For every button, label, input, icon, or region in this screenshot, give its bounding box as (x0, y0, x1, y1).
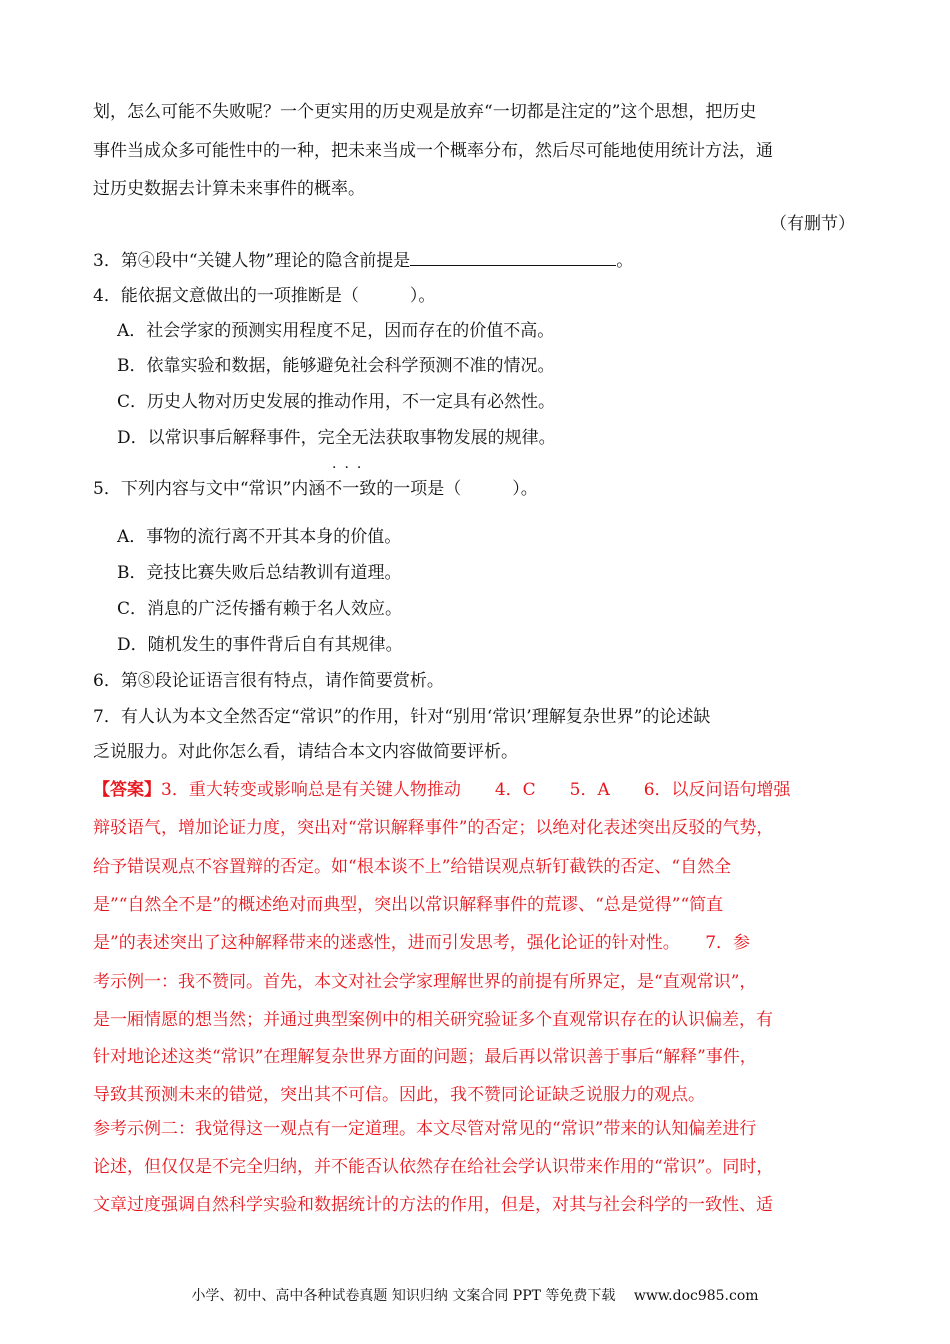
question-4-stem: 4．能依据文意做出的一项推断是（ ）。 (93, 286, 436, 306)
answer-label: 【答案】 (93, 780, 161, 800)
question-3 (93, 249, 863, 272)
question-3-end: 。 (616, 251, 634, 271)
answer-blank (410, 249, 616, 266)
passage-line-2: 事件当成众多可能性中的一种，把未来当成一个概率分布，然后尽可能地使用统计方法，通 (93, 141, 773, 161)
question-3-text: 3．第④段中“关键人物”理论的隐含前提是 (93, 251, 411, 271)
answer-line-8: 针对地论述这类“常识”在理解复杂世界方面的问题；最后再以常识善于事后“解释”事件， (93, 1047, 757, 1067)
passage-line-1: 划，怎么可能不失败呢？一个更实用的历史观是放弃“一切都是注定的”这个思想，把历史 (93, 102, 757, 122)
question-4-option-a: A．社会学家的预测实用程度不足，因而存在的价值不高。 (117, 321, 555, 341)
question-5-option-c: C．消息的广泛传播有赖于名人效应。 (117, 599, 403, 619)
answer-line-3: 给予错误观点不容置辩的否定。如“根本谈不上”给错误观点斩钉截铁的否定、“自然全 (93, 857, 732, 877)
question-4-option-b: B．依靠实验和数据，能够避免社会科学预测不准的情况。 (117, 356, 555, 376)
page-footer[interactable]: 小学、初中、高中各种试卷真题 知识归纳 文案合同 PPT 等免费下载 www.doc985.com (191, 1288, 759, 1304)
answer-line-2: 辩驳语气，增加论证力度，突出对“常识解释事件”的否定；以绝对化表述突出反驳的气势， (93, 818, 774, 838)
passage-line-3: 过历史数据去计算未来事件的概率。 (93, 179, 365, 199)
question-5-stem (93, 460, 863, 500)
answer-line-5: 是”的表述突出了这种解释带来的迷惑性，进而引发思考，强化论证的针对性。 7．参 (93, 933, 751, 953)
question-7-line-1: 7．有人认为本文全然否定“常识”的作用，针对“别用‘常识’理解复杂世界”的论述缺 (93, 707, 711, 727)
question-5-option-d: D．随机发生的事件背后自有其规律。 (117, 635, 403, 655)
emphasis-marked-text (325, 460, 377, 500)
question-7-line-2: 乏说服力。对此你怎么看，请结合本文内容做简要评析。 (93, 742, 518, 762)
answer-line-12: 文章过度强调自然科学实验和数据统计的方法的作用，但是，对其与社会科学的一致性、适 (93, 1195, 773, 1215)
question-4-option-d: D．以常识事后解释事件，完全无法获取事物发展的规律。 (117, 428, 556, 448)
emphasis-dots: ··· (332, 460, 370, 476)
emphasis-word: 不一致 (325, 479, 377, 499)
answer-line-1 (93, 779, 863, 801)
question-4-option-c: C．历史人物对历史发展的推动作用，不一定具有必然性。 (117, 392, 556, 412)
question-5-stem-end: 的一项是（ ）。 (376, 479, 538, 499)
answer-line-10: 参考示例二：我觉得这一观点有一定道理。本文尽管对常见的“常识”带来的认知偏差进行 (93, 1119, 757, 1139)
answer-line-7: 是一厢情愿的想当然；并通过典型案例中的相关研究验证多个直观常识存在的认识偏差，有 (93, 1010, 773, 1030)
answer-line-11: 论述，但仅仅是不完全归纳，并不能否认依然存在给社会学认识带来作用的“常识”。同时， (93, 1157, 774, 1177)
answer-line-9: 导致其预测未来的错觉，突出其不可信。因此，我不赞同论证缺乏说服力的观点。 (93, 1085, 705, 1105)
answer-text-1: 3．重大转变或影响总是有关键人物推动 4．C 5．A 6．以反问语句增强 (161, 780, 791, 800)
answer-line-4: 是”“自然全不是”的概述绝对而典型，突出以常识解释事件的荒谬、“总是觉得”“简直 (93, 895, 724, 915)
answer-line-6: 考示例一：我不赞同。首先，本文对社会学家理解世界的前提有所界定，是“直观常识”， (93, 972, 757, 992)
question-5-option-b: B．竞技比赛失败后总结教训有道理。 (117, 563, 402, 583)
passage-note: （有删节） (770, 214, 855, 234)
question-5-option-a: A．事物的流行离不开其本身的价值。 (117, 527, 402, 547)
question-6: 6．第⑧段论证语言很有特点，请作简要赏析。 (93, 671, 444, 691)
question-5-stem-start: 5．下列内容与文中“常识”内涵 (93, 479, 326, 499)
